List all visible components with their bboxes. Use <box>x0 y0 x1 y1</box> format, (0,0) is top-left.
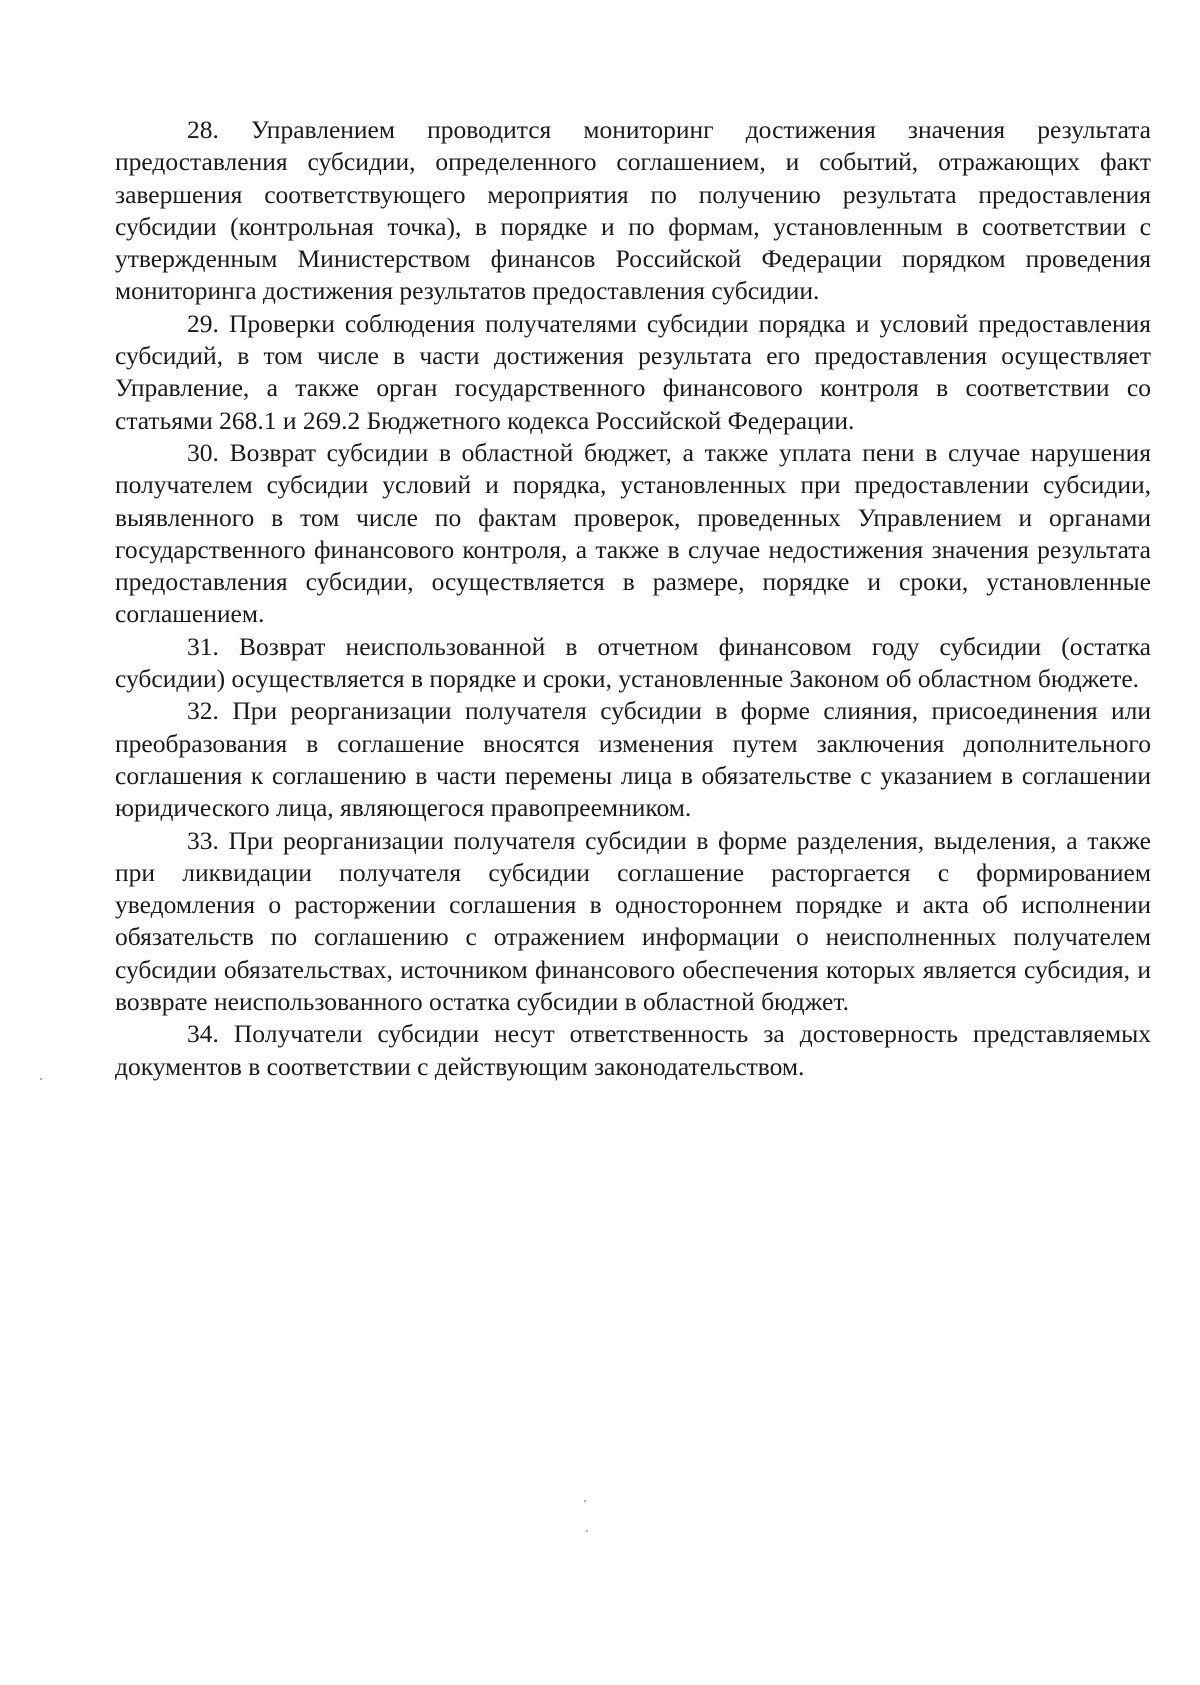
paragraph-29 <box>115 308 1151 437</box>
paragraph-number: 29. <box>187 308 219 338</box>
scan-speck <box>586 1530 588 1532</box>
document-body <box>115 114 1151 1083</box>
paragraph-text: Возврат субсидии в областной бюджет, а также уплата пени в случае нарушения получателем субсидии условий и порядка, установленных при предоставлении субсидии, выявленного в том числе по фактам проверок, проведенных Управлением и органами государственного финансового контроля, а также в случае недостижения значения результата предоставления субсидии, осуществляется в размере, порядке и сроки, установленные соглашением. <box>115 437 1151 629</box>
scan-speck <box>584 1500 586 1502</box>
paragraph-number: 28. <box>187 115 219 144</box>
paragraph-31 <box>115 631 1151 696</box>
paragraph-number: 30. <box>187 437 219 467</box>
paragraph-text: Возврат неиспользованной в отчетном финансовом году субсидии (остатка субсидии) осуществляется в порядке и сроки, установленные Законом об областном бюджете. <box>115 631 1151 694</box>
paragraph-text: При реорганизации получателя субсидии в форме разделения, выделения, а также при ликвидации получателя субсидии соглашение расторгается с формированием уведомления о расторжении соглашения в одностороннем порядке и акта об исполнении обязательств по соглашению с отражением информации о неисполненных получателем субсидии обязательствах, источником финансового обеспечения которых является субсидия, и возврате неиспользованного остатка субсидии в областной бюджет. <box>115 825 1152 1017</box>
paragraph-33 <box>115 825 1151 1019</box>
paragraph-30 <box>115 437 1151 631</box>
paragraph-number: 31. <box>187 631 219 661</box>
paragraph-text: Получатели субсидии несут ответственность за достоверность представляемых документов в соответствии с действующим законодательством. <box>115 1019 1151 1081</box>
paragraph-number: 32. <box>187 696 219 726</box>
paragraph-text: При реорганизации получателя субсидии в форме слияния, присоединения или преобразования в соглашение вносятся изменения путем заключения дополнительного соглашения к соглашению в части перемены лица в обязательстве с указанием в соглашении юридического лица, являющегося правопреемником. <box>115 696 1152 823</box>
scan-speck <box>40 1078 42 1080</box>
paragraph-32 <box>115 695 1151 824</box>
paragraph-text: Проверки соблюдения получателями субсидии порядка и условий предоставления субсидий, в том числе в части достижения результата его предоставления осуществляет Управление, а также орган государственного финансового контроля в соответствии со статьями 268.1 и 269.2 Бюджетного кодекса Российской Федерации. <box>115 308 1152 435</box>
paragraph-28 <box>115 114 1151 308</box>
paragraph-text: Управлением проводится мониторинг достижения значения результата предоставления субсидии, определенного соглашением, и событий, отражающих факт завершения соответствующего мероприятия по получению результата предоставления субсидии (контрольная точка), в порядке и по формам, установленным в соответствии с утвержденным Министерством финансов Российской Федерации порядком проведения мониторинга достижения результатов предоставления субсидии. <box>115 115 1152 306</box>
paragraph-34 <box>115 1018 1151 1083</box>
paragraph-number: 33. <box>187 825 219 855</box>
paragraph-number: 34. <box>187 1019 219 1049</box>
